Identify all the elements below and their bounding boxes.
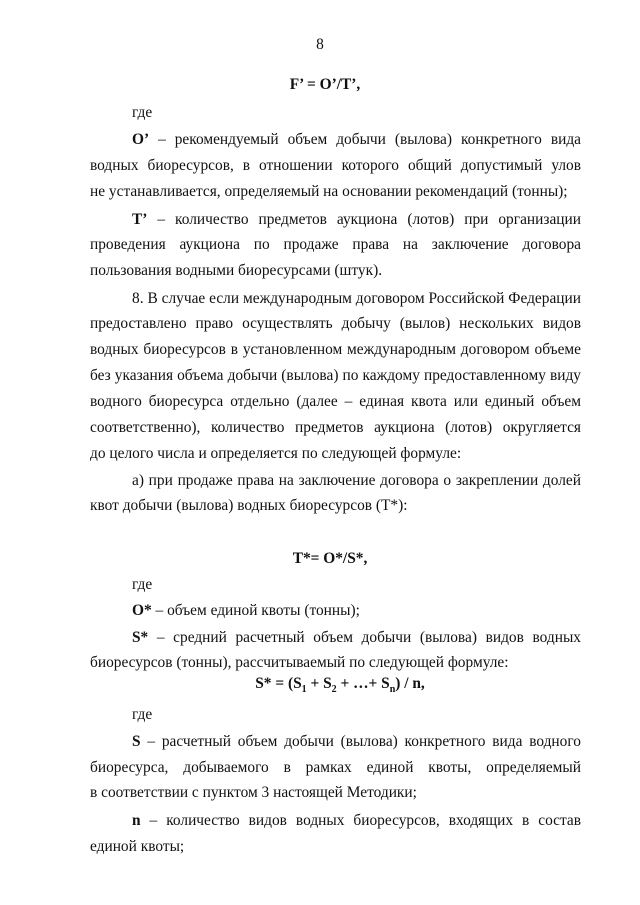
o-star-term: O* — [132, 602, 152, 619]
o-prime-line-3: не устанавливается, определяемый на основании рекомендаций (тонны); — [90, 183, 568, 200]
item-a-line-2: квот добычи (вылова) водных биоресурсов (T*): — [90, 497, 408, 514]
formula-f: F’ = O’/T’, — [289, 76, 361, 93]
para8-line-7: до целого числа и определяется по следующей формуле: — [90, 445, 462, 462]
o-prime-term: O’ — [132, 131, 150, 148]
o-prime-line-1: O’ – рекомендуемый объем добычи (вылова) конкретного вида — [132, 131, 581, 148]
n-def-line-1: n – количество видов водных биоресурсов, входящих в состав — [132, 812, 581, 829]
t-prime-term: T’ — [132, 211, 148, 228]
gde-label: где — [132, 576, 153, 593]
t-prime-line-3: пользования водными биоресурсами (штук). — [90, 262, 383, 279]
formula-t: T*= O*/S*, — [292, 550, 368, 567]
gde-label: где — [132, 104, 153, 121]
s-def-line-1: S – расчетный объем добычи (вылова) конкретного вида водного — [132, 733, 581, 750]
s-star-line-2: биоресурсов (тонны), рассчитываемый по следующей формуле: — [90, 654, 509, 671]
para8-line-3: водных биоресурсов в установленном международным договором объеме — [90, 341, 581, 358]
o-prime-line-2: водных биоресурсов, в отношении которого общий допустимый улов — [90, 157, 581, 174]
o-star-def: O* – объем единой квоты (тонны); — [132, 602, 360, 619]
item-a-line-1: а) при продаже права на заключение договора о закреплении долей — [132, 472, 581, 489]
gde-label: где — [132, 706, 153, 723]
s-star-term: S* — [132, 629, 149, 646]
n-term: n — [132, 812, 141, 829]
s-star-line-1: S* – средний расчетный объем добычи (вылова) видов водных — [132, 629, 581, 646]
formula-s: $S* = (S_1 + S_2$ + …+ $S_n$) / n, — [255, 675, 425, 696]
para8-line-6: соответственно), количество предметов аукциона (лотов) округляется — [90, 419, 581, 436]
t-prime-line-1: T’ – количество предметов аукциона (лотов) при организации — [132, 211, 581, 228]
s-def-line-3: в соответствии с пунктом 3 настоящей Методики; — [90, 784, 417, 801]
n-def-line-2: единой квоты; — [90, 838, 185, 855]
page-number: 8 — [316, 36, 324, 53]
para8-line-2: предоставлено право осуществлять добычу (вылов) нескольких видов — [90, 315, 581, 332]
para8-line-5: водного биоресурса отдельно (далее – единая квота или единый объем — [90, 393, 581, 410]
para8-line-4: без указания объема добычи (вылова) по каждому предоставленному виду — [90, 367, 581, 384]
s-def-line-2: биоресурса, добываемого в рамках единой квоты, определяемый — [90, 759, 581, 776]
para8-line-1: 8. В случае если международным договором Российской Федерации — [132, 290, 581, 307]
s-term: S — [132, 733, 141, 750]
t-prime-line-2: проведения аукциона по продаже права на заключение договора — [90, 236, 581, 253]
